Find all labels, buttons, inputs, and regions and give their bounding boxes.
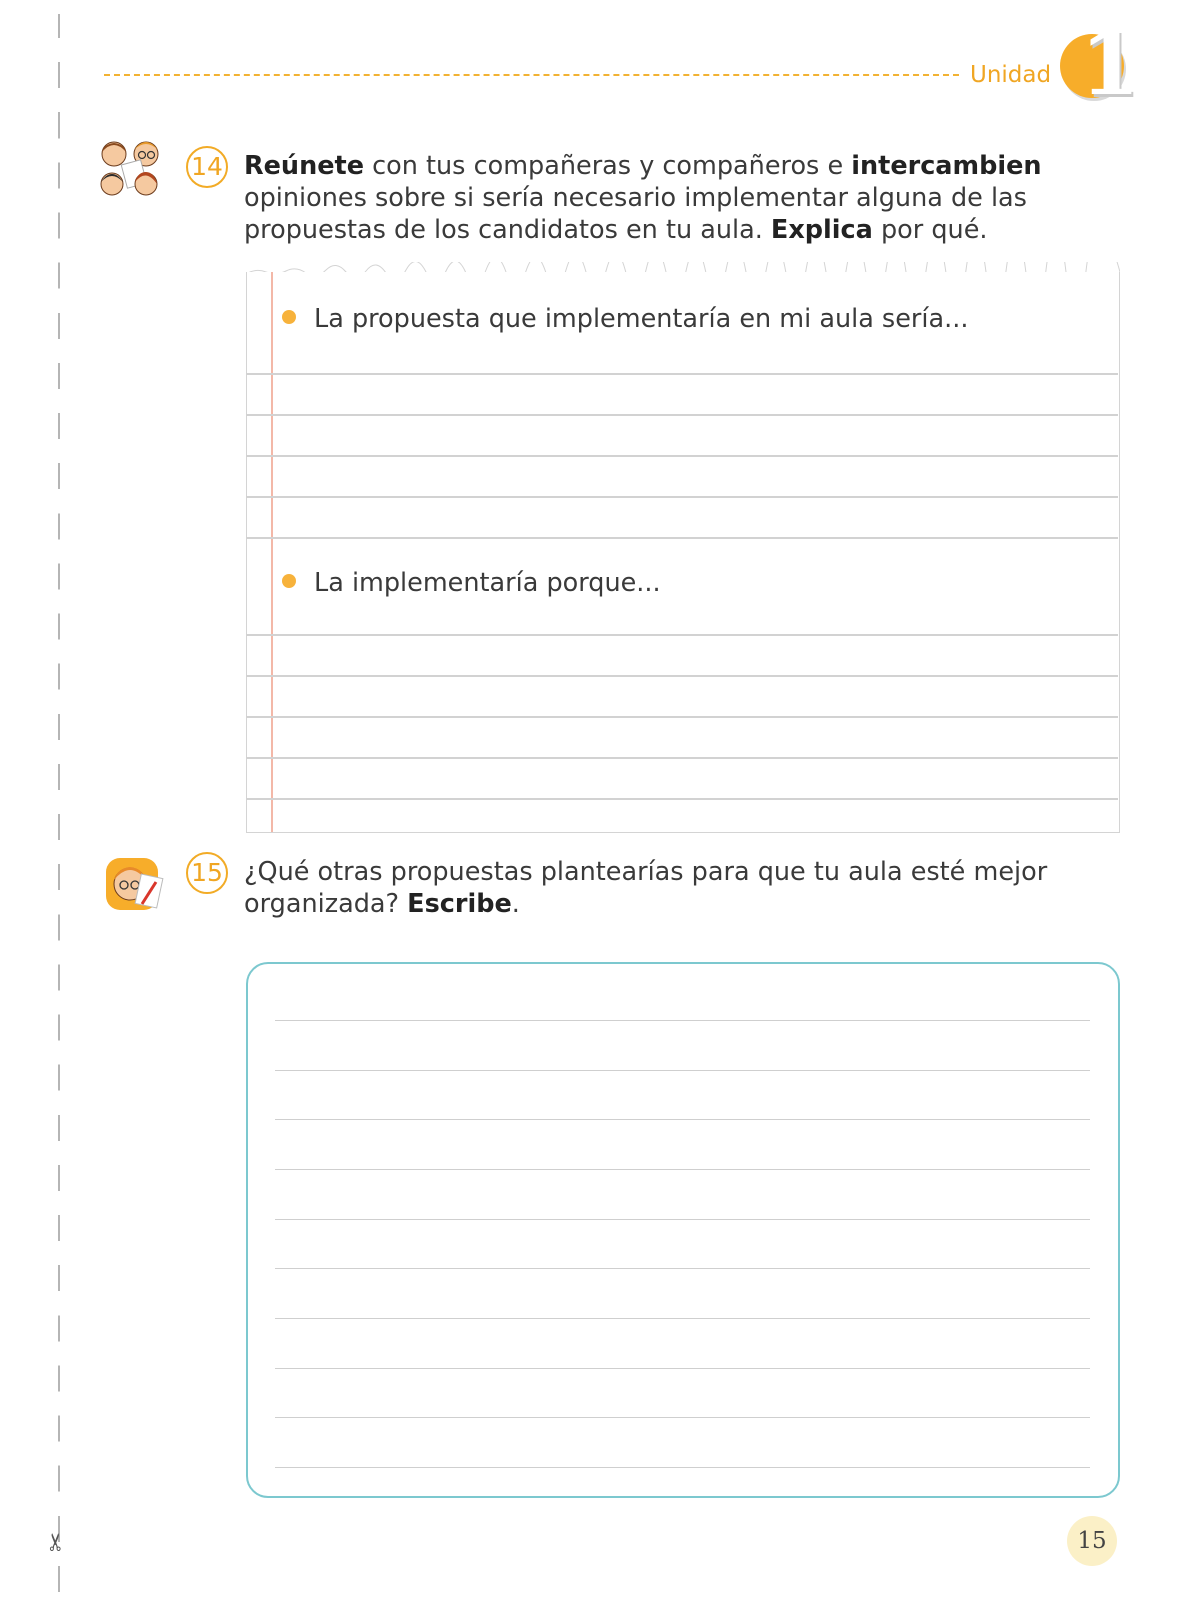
writing-line[interactable] <box>275 1219 1090 1220</box>
writing-line[interactable] <box>246 414 1118 416</box>
prompt-bold: intercambien <box>851 151 1042 181</box>
writing-line[interactable] <box>275 1119 1090 1120</box>
writing-line[interactable] <box>246 537 1118 539</box>
bullet-dot-icon <box>282 310 296 324</box>
prompt-text: . <box>511 889 520 919</box>
scissors-icon: ✂ <box>42 1531 71 1553</box>
prompt-text: ¿Qué otras propuestas plantearías para que tu aula esté mejor organizada? <box>244 857 1048 919</box>
sheet-margin-line <box>271 272 273 832</box>
writing-line[interactable] <box>275 1070 1090 1071</box>
group-of-children-icon <box>96 138 166 202</box>
writing-line[interactable] <box>275 1417 1090 1418</box>
writing-line[interactable] <box>275 1368 1090 1369</box>
writing-line[interactable] <box>246 496 1118 498</box>
writing-line[interactable] <box>246 455 1118 457</box>
header-dashed-rule <box>104 74 959 76</box>
writing-line[interactable] <box>246 757 1118 759</box>
writing-line[interactable] <box>275 1467 1090 1468</box>
bullet-text: La implementaría porque... <box>314 568 661 598</box>
unit-number: 1 <box>1080 14 1140 115</box>
bullet-item <box>282 304 968 334</box>
writing-line[interactable] <box>275 1268 1090 1269</box>
unit-label: Unidad <box>970 62 1052 88</box>
writing-line[interactable] <box>275 1169 1090 1170</box>
writing-line[interactable] <box>246 798 1118 800</box>
bullet-text: La propuesta que implementaría en mi aula sería... <box>314 304 969 334</box>
prompt-bold: Escribe <box>407 889 512 919</box>
bullet-item <box>282 568 661 598</box>
prompt-text: con tus compañeras y compañeros e <box>364 151 852 181</box>
writing-line[interactable] <box>246 634 1118 636</box>
writing-line[interactable] <box>246 716 1118 718</box>
notebook-sheet <box>246 272 1120 833</box>
prompt-text: opiniones sobre si sería necesario implementar alguna de las propuestas de los candidatos en tu aula. <box>244 183 1027 245</box>
activity-14-prompt <box>244 150 1104 246</box>
prompt-bold: Reúnete <box>244 151 365 181</box>
page-number: 15 <box>1077 1528 1107 1554</box>
question-number-15: 15 <box>186 852 228 894</box>
bullet-dot-icon <box>282 574 296 588</box>
writing-line[interactable] <box>246 373 1118 375</box>
prompt-text: por qué. <box>872 215 988 245</box>
writing-line[interactable] <box>275 1020 1090 1021</box>
child-writing-icon <box>104 854 166 916</box>
prompt-bold: Explica <box>770 215 873 245</box>
question-number-14: 14 <box>186 146 228 188</box>
cut-guide-line <box>58 14 60 1594</box>
writing-line[interactable] <box>275 1318 1090 1319</box>
writing-line[interactable] <box>246 675 1118 677</box>
activity-15-prompt <box>244 856 1104 920</box>
